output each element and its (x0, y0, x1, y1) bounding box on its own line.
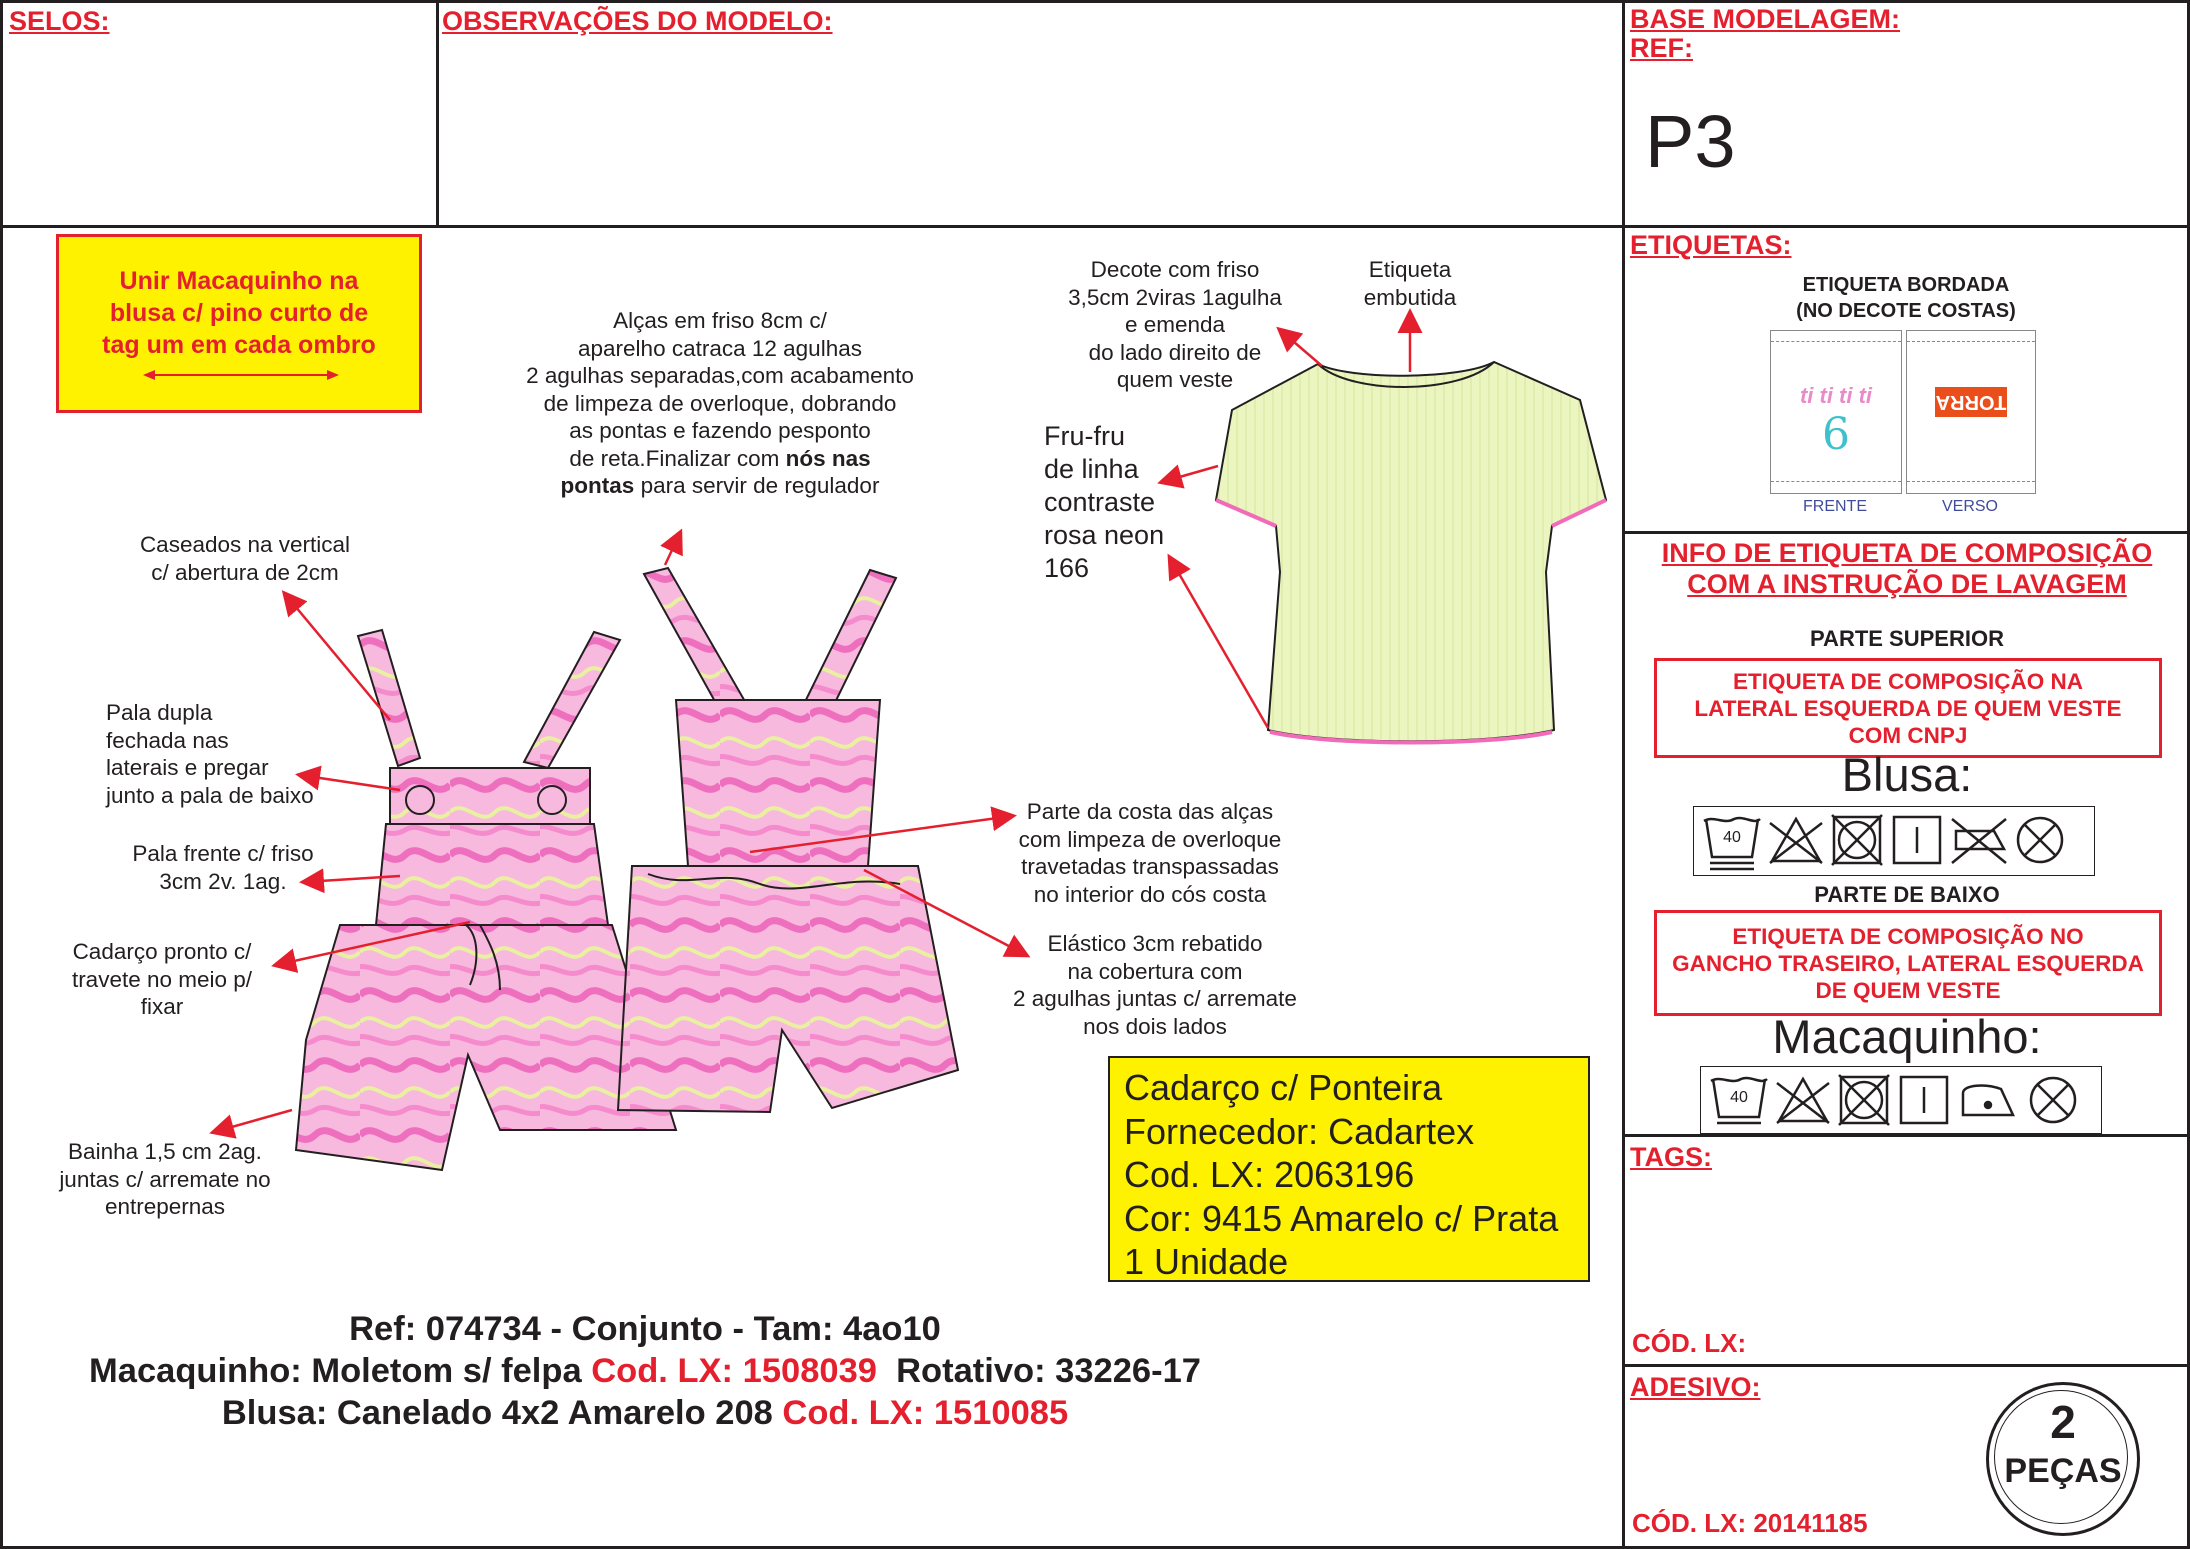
note-line: as pontas e fazendo pesponto (569, 418, 871, 443)
info-title-line: COM A INSTRUÇÃO DE LAVAGEM (1687, 569, 2127, 599)
wash-temp: 40 (1723, 829, 1741, 846)
wash-symbols-blusa (1693, 806, 2095, 876)
note-line: 3,5cm 2viras 1agulha (1068, 284, 1282, 310)
base-modelagem-label: BASE MODELAGEM: (1630, 4, 1900, 34)
wash-temp: 40 (1730, 1089, 1748, 1106)
label-front-brand: ti ti ti ti (1799, 383, 1873, 408)
note-line: contraste (1044, 487, 1156, 517)
note-line: aparelho catraca 12 agulhas (578, 335, 862, 361)
footer-text: Macaquinho: Moletom s/ felpa (89, 1352, 592, 1390)
supplier-line: Cod. LX: 2063196 (1124, 1154, 1415, 1195)
divider-adesivo (1622, 1364, 2190, 1367)
cod-lx-label: CÓD. LX: (1632, 1328, 1747, 1358)
note-line: entrepernas (104, 1194, 226, 1219)
note-line: 2 agulhas separadas,com acabamento (526, 363, 914, 388)
note-line: do lado direito de (1088, 339, 1262, 365)
ref-label: REF: (1630, 33, 1693, 63)
note-bold: pontas (560, 473, 635, 498)
sticker-text: PEÇAS (2004, 1452, 2122, 1490)
etiqueta-bordada (1706, 272, 2106, 324)
adesivo-cod: CÓD. LX: 20141185 (1632, 1508, 1868, 1538)
footer-text: Rotativo: 33226-17 (876, 1352, 1201, 1390)
note-line: 3cm 2v. 1ag. (159, 868, 287, 894)
note-line: quem veste (1116, 367, 1234, 392)
note-line: Cadarço pronto c/ (72, 939, 252, 964)
divider-etiquetas (1622, 531, 2190, 534)
redbox-line: ETIQUETA DE COMPOSIÇÃO NO (1732, 923, 2084, 949)
supplier-box (1108, 1056, 1590, 1282)
footer-code: Cod. LX: 1510085 (782, 1394, 1069, 1432)
composicao-baixo-box (1654, 910, 2162, 1016)
frente-label: FRENTE (1803, 498, 1867, 515)
note-line: Alças em friso 8cm c/ (613, 308, 827, 333)
note-bold: nós nas (785, 445, 871, 471)
blouse (1216, 362, 1606, 743)
supplier-line: Cor: 9415 Amarelo c/ Prata (1124, 1197, 1559, 1239)
etiquetas-label: ETIQUETAS: (1630, 230, 1792, 260)
label-back (1906, 330, 2036, 494)
assembly-note-line: blusa c/ pino curto de (109, 299, 369, 327)
footer-macaquinho (0, 1350, 1290, 1392)
etiqueta-bordada-line: (NO DECOTE COSTAS) (1796, 300, 2016, 322)
label-front (1770, 330, 1902, 494)
note-line: Caseados na vertical (139, 532, 351, 557)
note-line: travete no meio p/ (71, 966, 253, 992)
footer-ref: Ref: 074734 - Conjunto - Tam: 4ao10 (349, 1310, 941, 1348)
sticker-number: 2 (2050, 1396, 2076, 1448)
note-line: e emenda (1124, 312, 1226, 337)
redbox-line: GANCHO TRASEIRO, LATERAL ESQUERDA (1672, 950, 2144, 976)
note-line: Elástico 3cm rebatido (1047, 931, 1263, 956)
footer-code: Cod. LX: 1508039 (591, 1352, 877, 1390)
note-line: de limpeza de overloque, dobrando (543, 390, 897, 416)
note-line: fixar (140, 994, 184, 1019)
divider-sidebar (1622, 0, 1625, 1549)
note-line: Fru-fru (1044, 421, 1125, 451)
note-line: Etiqueta (1368, 257, 1452, 282)
note-line: nos dois lados (1083, 1013, 1227, 1039)
note-line: embutida (1363, 284, 1457, 310)
assembly-note-line: tag um em cada ombro (102, 331, 376, 359)
note-line: junto a pala de baixo (106, 782, 314, 808)
tags-label: TAGS: (1630, 1142, 1712, 1172)
pieces-sticker (1986, 1382, 2140, 1536)
note-line: Parte da costa das alças (1026, 799, 1274, 824)
label-back-brand: TORRA (1935, 387, 2007, 417)
note-line: rosa neon (1044, 520, 1165, 550)
label-front-number: 6 (1822, 409, 1850, 460)
redbox-line: COM CNPJ (1848, 722, 1968, 748)
note-line: 166 (1044, 553, 1090, 583)
note-line: Bainha 1,5 cm 2ag. (68, 1139, 262, 1164)
divider-tags (1622, 1134, 2190, 1137)
wash-symbols-macaquinho (1700, 1066, 2102, 1134)
info-composicao-title (1626, 538, 2188, 600)
assembly-note-line: Unir Macaquinho na (119, 267, 359, 295)
selos-label: SELOS: (9, 6, 110, 36)
verso-label: VERSO (1941, 498, 1998, 515)
overall-back (618, 568, 958, 1112)
macaquinho-label: Macaquinho: (1772, 1010, 2042, 1063)
footer-info (0, 1308, 1290, 1434)
note-line: no interior do cós costa (1033, 881, 1267, 907)
footer-text: Blusa: Canelado 4x2 Amarelo 208 (221, 1394, 783, 1432)
note-line: Decote com friso (1090, 257, 1260, 282)
redbox-line: LATERAL ESQUERDA DE QUEM VESTE (1694, 695, 2122, 721)
adesivo-label: ADESIVO: (1630, 1372, 1761, 1402)
note-text: para servir de regulador (634, 473, 880, 498)
blusa-label: Blusa: (1841, 748, 1973, 801)
composicao-superior-box (1654, 658, 2162, 758)
note-line: travetadas transpassadas (1021, 854, 1279, 879)
footer-blusa (0, 1392, 1290, 1434)
info-title-line: INFO DE ETIQUETA DE COMPOSIÇÃO (1661, 538, 2153, 568)
parte-superior-label: PARTE SUPERIOR (1810, 626, 2004, 651)
etiqueta-bordada-line: ETIQUETA BORDADA (1802, 274, 2010, 296)
note-line: na cobertura com (1067, 958, 1243, 984)
note-line: Pala dupla (106, 700, 213, 725)
note-line: 2 agulhas juntas c/ arremate (1013, 986, 1297, 1011)
observacoes-label: OBSERVAÇÕES DO MODELO: (442, 6, 833, 36)
note-line: c/ abertura de 2cm (151, 559, 339, 585)
note-line: Pala frente c/ friso (132, 841, 314, 866)
supplier-line: Cadarço c/ Ponteira (1124, 1067, 1443, 1108)
note-line: fechada nas (106, 727, 229, 753)
note-line: juntas c/ arremate no (59, 1166, 271, 1192)
redbox-line: DE QUEM VESTE (1815, 977, 2001, 1003)
supplier-line: 1 Unidade (1124, 1241, 1289, 1282)
iron-low-icon (1963, 1086, 2013, 1115)
base-value: P3 (1645, 100, 1736, 183)
note-line: de linha (1044, 454, 1139, 484)
redbox-line: ETIQUETA DE COMPOSIÇÃO NA (1732, 668, 2083, 694)
note-line: com limpeza de overloque (1018, 826, 1282, 852)
note-text: de reta.Finalizar com (569, 445, 786, 471)
note-line: laterais e pregar (106, 755, 269, 780)
parte-baixo-label: PARTE DE BAIXO (1814, 882, 2000, 907)
supplier-line: Fornecedor: Cadartex (1124, 1110, 1475, 1152)
